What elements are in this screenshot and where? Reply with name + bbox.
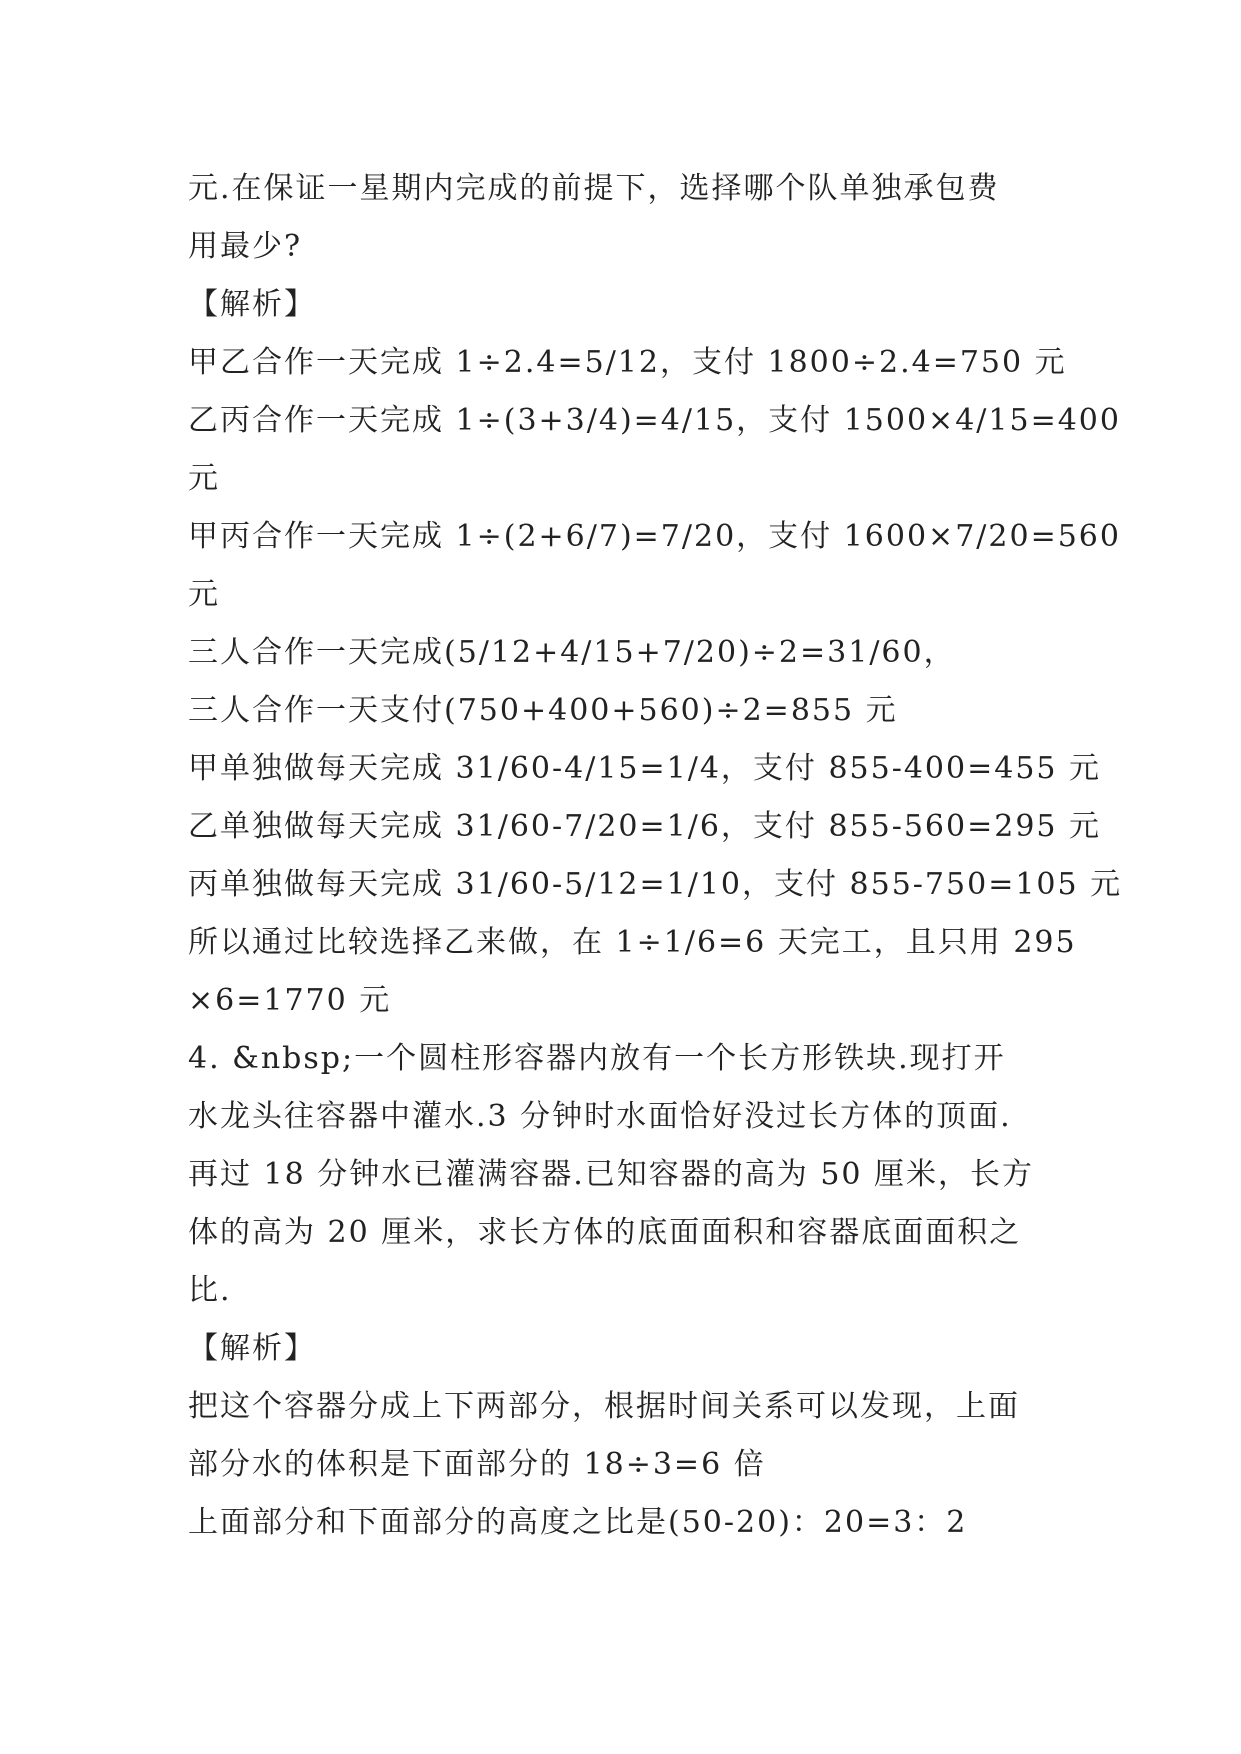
text-line: 甲单独做每天完成 31/60-4/15=1/4，支付 855-400=455 元 xyxy=(188,751,1102,786)
text-line: 甲乙合作一天完成 1÷2.4=5/12，支付 1800÷2.4=750 元 xyxy=(188,345,1067,380)
text-line: 乙丙合作一天完成 1÷(3+3/4)=4/15，支付 1500×4/15=400 xyxy=(188,403,1121,438)
question-text: 比. xyxy=(188,1273,232,1308)
text-line: 丙单独做每天完成 31/60-5/12=1/10，支付 855-750=105 元 xyxy=(188,867,1123,902)
text-line: 三人合作一天支付(750+400+560)÷2=855 元 xyxy=(188,693,898,728)
text-line: 元.在保证一星期内完成的前提下，选择哪个队单独承包费 xyxy=(188,171,1000,206)
text-line: 上面部分和下面部分的高度之比是(50-20)：20=3：2 xyxy=(188,1505,968,1540)
text-line: 所以通过比较选择乙来做，在 1÷1/6=6 天完工，且只用 295 xyxy=(188,925,1077,960)
text-line: 用最少? xyxy=(188,229,303,264)
question-text: 再过 18 分钟水已灌满容器.已知容器的高为 50 厘米，长方 xyxy=(188,1157,1035,1192)
text-line: 元 xyxy=(188,577,220,612)
text-line: 元 xyxy=(188,461,220,496)
section-heading: 【解析】 xyxy=(188,1331,316,1366)
section-heading: 【解析】 xyxy=(188,287,316,322)
text-line: 乙单独做每天完成 31/60-7/20=1/6，支付 855-560=295 元 xyxy=(188,809,1102,844)
text-line: 甲丙合作一天完成 1÷(2+6/7)=7/20，支付 1600×7/20=560 xyxy=(188,519,1121,554)
document-body xyxy=(188,160,1123,1552)
text-line: 部分水的体积是下面部分的 18÷3=6 倍 xyxy=(188,1447,766,1482)
text-line: ×6=1770 元 xyxy=(188,983,392,1018)
question-text: 4. &nbsp;一个圆柱形容器内放有一个长方形铁块.现打开 xyxy=(188,1041,1006,1076)
question-text: 体的高为 20 厘米，求长方体的底面面积和容器底面面积之 xyxy=(188,1215,1022,1250)
text-line: 三人合作一天完成(5/12+4/15+7/20)÷2=31/60， xyxy=(188,635,956,670)
question-text: 水龙头往容器中灌水.3 分钟时水面恰好没过长方体的顶面. xyxy=(188,1099,1012,1134)
text-line: 把这个容器分成上下两部分，根据时间关系可以发现，上面 xyxy=(188,1389,1020,1424)
